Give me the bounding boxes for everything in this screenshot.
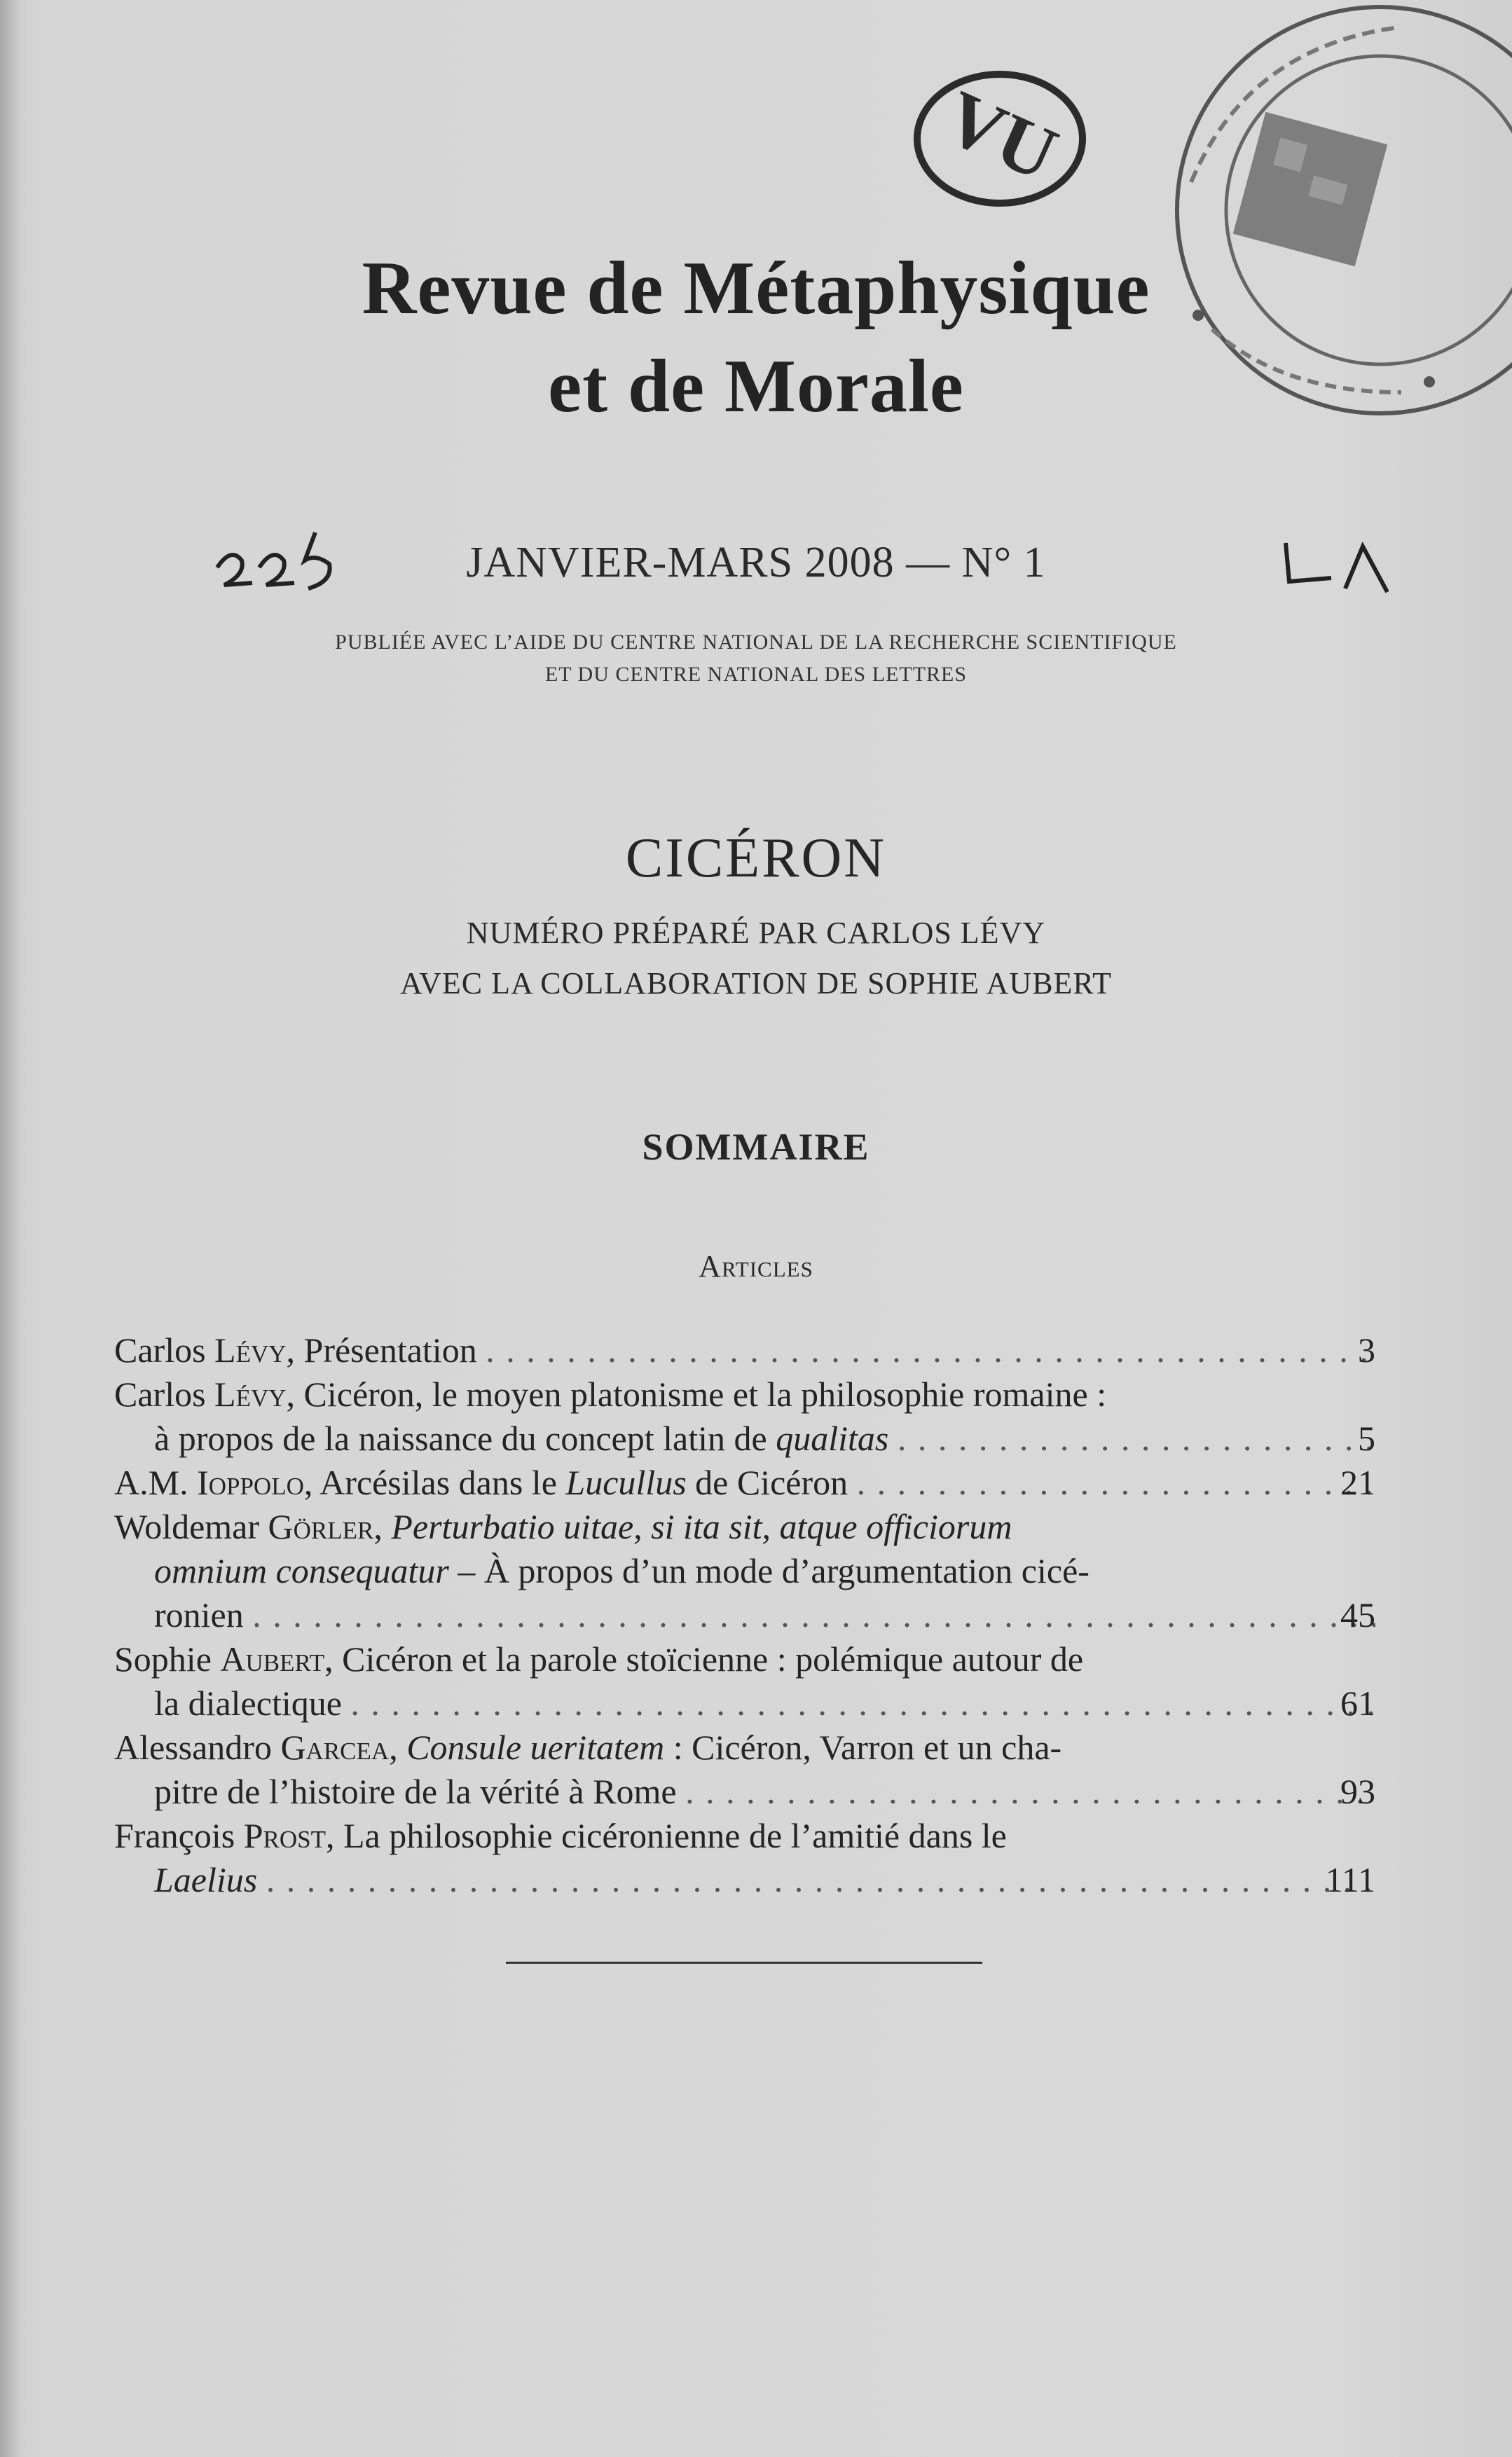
page-number: 45 <box>1340 1595 1375 1634</box>
author-first: Carlos <box>114 1330 206 1370</box>
article-title-italic-cont: Laelius <box>154 1860 258 1899</box>
author-last: Garcea <box>280 1728 390 1767</box>
article-title-cont: pitre de l’histoire de la vérité à Rome <box>154 1772 677 1811</box>
page-number: 3 <box>1358 1330 1375 1370</box>
collaboration: AVEC LA COLLABORATION DE SOPHIE AUBERT <box>399 966 1113 1000</box>
leader-dots <box>350 1684 1375 1723</box>
author-first: Carlos <box>114 1375 206 1414</box>
vu-stamp-text: VU <box>933 74 1070 198</box>
article-title: Arcésilas dans le <box>319 1463 557 1502</box>
toc-entry[interactable] <box>114 1814 1375 1902</box>
issue-line: JANVIER-MARS 2008 — N° 1 <box>466 539 1046 586</box>
article-title-cont: – À propos d’un mode d’argumentation cicé- <box>458 1551 1090 1590</box>
sommaire-heading: SOMMAIRE <box>642 1126 870 1168</box>
page-number: 5 <box>1358 1419 1375 1458</box>
article-title: Cicéron et la parole stoïcienne : polémique autour de <box>342 1639 1084 1679</box>
vu-stamp-icon <box>902 56 1105 217</box>
author-first: Sophie <box>114 1639 212 1679</box>
page-number: 93 <box>1340 1772 1375 1811</box>
table-of-contents <box>114 1328 1375 1902</box>
publisher-line2: ET DU CENTRE NATIONAL DES LETTRES <box>544 663 968 686</box>
leader-dots <box>685 1772 1375 1811</box>
toc-entry[interactable] <box>114 1461 1375 1505</box>
author-sep: , <box>389 1728 407 1767</box>
toc-entry[interactable] <box>114 1726 1375 1814</box>
toc-entry[interactable] <box>114 1637 1375 1726</box>
author-first: Woldemar <box>114 1507 260 1546</box>
article-title-tail: de Cicéron <box>695 1463 848 1502</box>
prepared-by: NUMÉRO PRÉPARÉ PAR CARLOS LÉVY <box>466 916 1046 950</box>
leader-dots <box>486 1330 1375 1370</box>
article-title-cont: à propos de la naissance du concept latin de <box>154 1419 767 1458</box>
author-sep: , <box>373 1507 392 1546</box>
author-last: Ioppolo <box>197 1463 304 1502</box>
article-title-italic: Lucullus <box>565 1463 687 1502</box>
author-last: Görler <box>268 1507 374 1546</box>
article-title: : Cicéron, Varron et un cha- <box>673 1728 1062 1767</box>
author-first: Alessandro <box>114 1728 272 1767</box>
toc-entry[interactable] <box>114 1328 1375 1372</box>
article-title: Présentation <box>303 1330 477 1370</box>
toc-entry[interactable] <box>114 1505 1375 1637</box>
author-first: François <box>114 1816 235 1855</box>
leader-dots <box>252 1595 1375 1634</box>
journal-title-line2: et de Morale <box>548 345 964 428</box>
issue-theme: CICÉRON <box>625 827 887 889</box>
author-first: A.M. <box>114 1463 188 1502</box>
leader-dots <box>857 1463 1375 1502</box>
article-title-italic: Consule ueritatem <box>406 1728 665 1767</box>
article-title: Cicéron, le moyen platonisme et la philosophie romaine : <box>303 1375 1107 1414</box>
leader-dots <box>898 1419 1375 1458</box>
article-title-cont: la dialectique <box>154 1684 342 1723</box>
journal-title-line1: Revue de Métaphysique <box>362 247 1150 330</box>
author-sep: , <box>324 1639 343 1679</box>
author-last: Lévy <box>214 1375 287 1414</box>
author-last: Aubert <box>220 1639 325 1679</box>
author-last: Lévy <box>214 1330 287 1370</box>
articles-section-heading: Articles <box>699 1249 813 1283</box>
author-last: Prost <box>243 1816 326 1855</box>
article-title-italic: Perturbatio uitae, si ita sit, atque officiorum <box>391 1507 1012 1546</box>
author-sep: , <box>325 1816 343 1855</box>
article-title-italic-cont: omnium consequatur <box>154 1551 449 1590</box>
article-title: La philosophie cicéronienne de l’amitié dans le <box>343 1816 1007 1855</box>
article-title-italic: qualitas <box>776 1419 889 1458</box>
closing-rule <box>506 1962 982 1964</box>
toc-entry[interactable] <box>114 1372 1375 1461</box>
author-sep: , <box>286 1375 304 1414</box>
leader-dots <box>266 1860 1375 1899</box>
page-number: 21 <box>1340 1463 1375 1502</box>
page-number: 111 <box>1325 1860 1375 1899</box>
author-sep: , <box>286 1330 304 1370</box>
author-sep: , <box>303 1463 320 1502</box>
article-title-end: ronien <box>154 1595 244 1634</box>
page-number: 61 <box>1340 1684 1375 1723</box>
publisher-line1: PUBLIÉE AVEC L’AIDE DU CENTRE NATIONAL DE LA RECHERCHE SCIENTIFIQUE <box>335 631 1177 654</box>
